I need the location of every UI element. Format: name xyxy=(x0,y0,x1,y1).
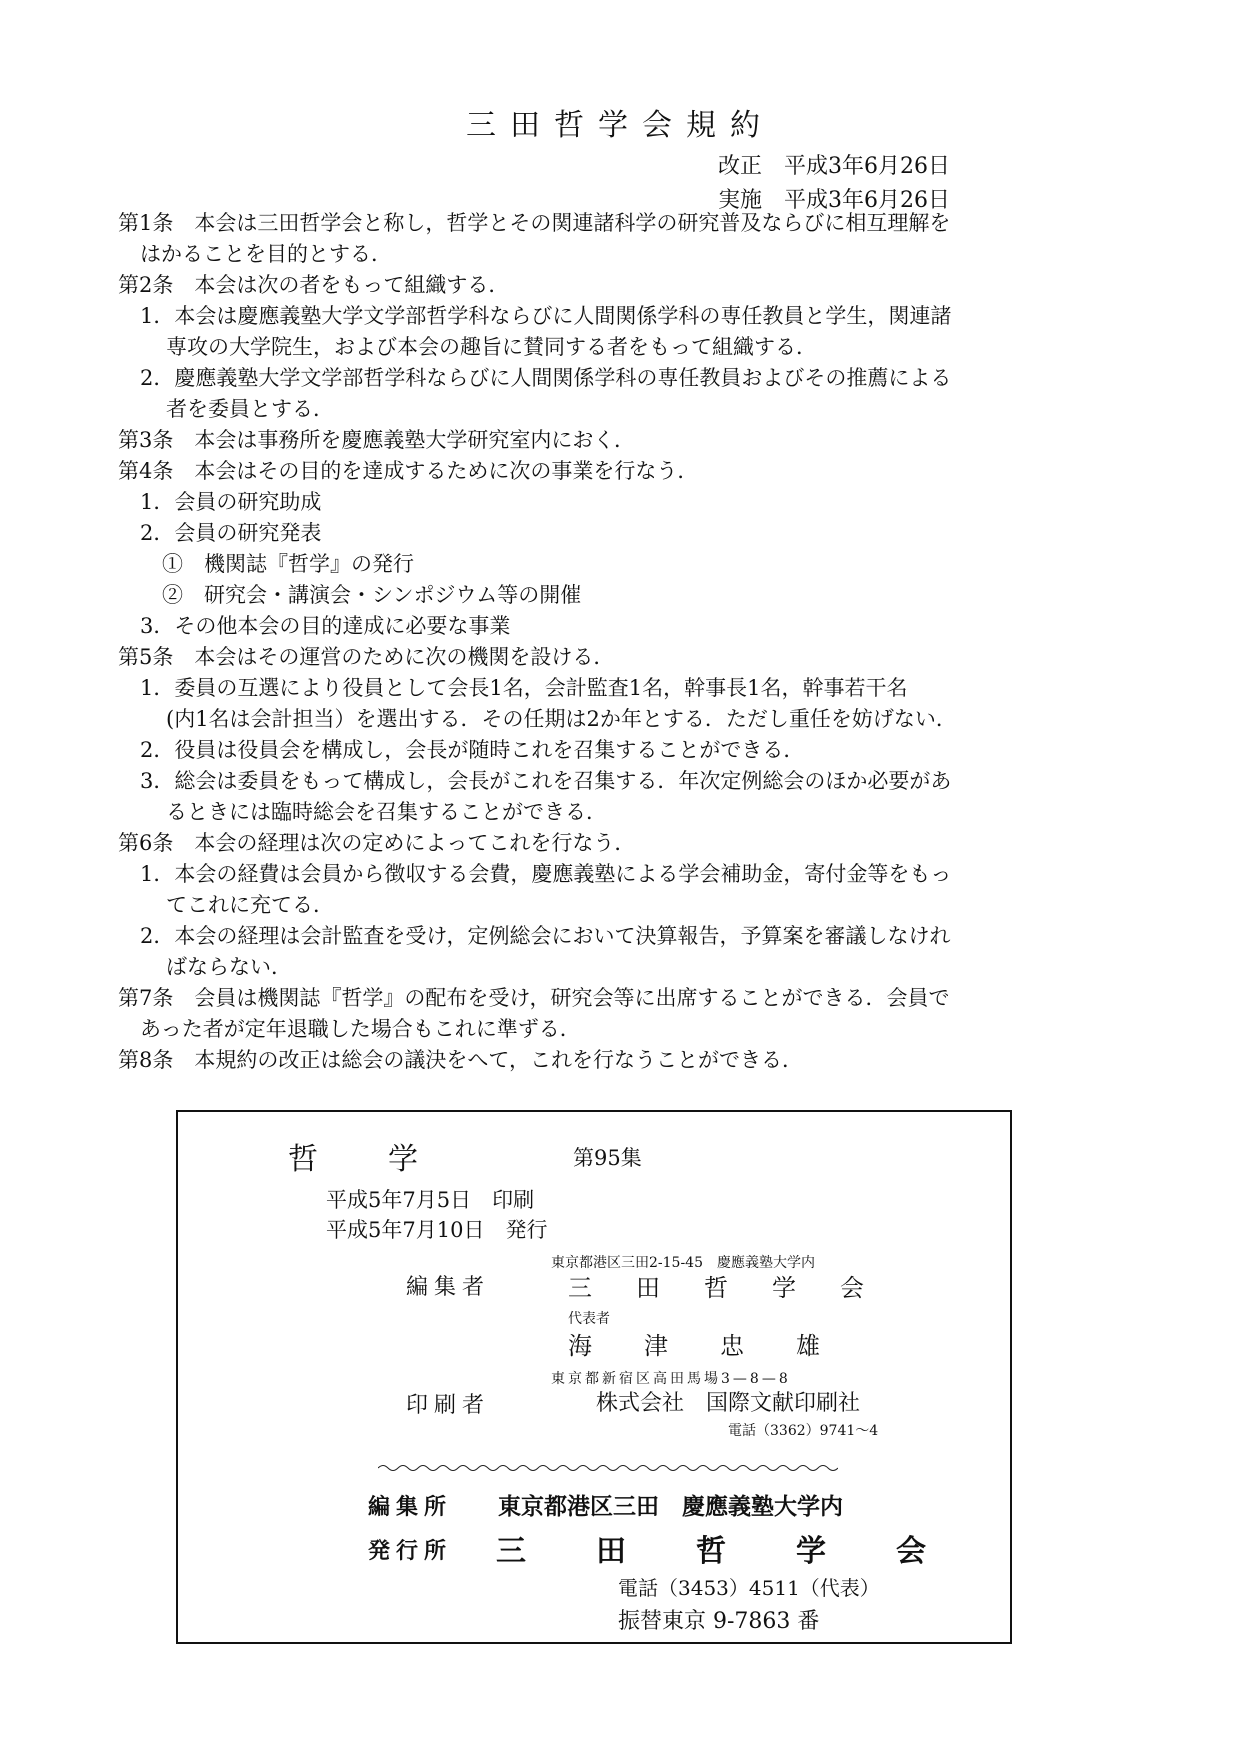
publisher-phone: 電話（3453）4511（代表） xyxy=(618,1576,880,1600)
editorial-office-address: 東京都港区三田 慶應義塾大学内 xyxy=(498,1493,843,1520)
printer-name: 株式会社 国際文献印刷社 xyxy=(596,1391,861,1416)
print-date: 平成5年7月5日 印刷 xyxy=(326,1188,535,1212)
articles-body xyxy=(118,208,1078,1076)
article-6-item-1-line-2: てこれに充てる． xyxy=(166,893,334,917)
article-3: 第3条 本会は事務所を慶應義塾大学研究室内におく． xyxy=(118,428,635,452)
article-2-item-2-line-2: 者を委員とする． xyxy=(166,397,334,421)
article-4-subitem-2: ② 研究会・講演会・シンポジウム等の開催 xyxy=(162,583,582,607)
article-1-line-2: はかることを目的とする． xyxy=(140,242,392,266)
article-2-item-2-line-1: 2．慶應義塾大学文学部哲学科ならびに人間関係学科の専任教員およびその推薦による xyxy=(140,366,952,390)
editorial-office-label: 編集所 xyxy=(368,1494,453,1520)
wavy-divider xyxy=(378,1463,838,1473)
article-5-item-1-line-1: 1．委員の互選により役員として会長1名，会計監査1名，幹事長1名，幹事若干名 xyxy=(140,676,908,700)
article-1-line-1: 第1条 本会は三田哲学会と称し，哲学とその関連諸科学の研究普及ならびに相互理解を xyxy=(118,211,951,235)
revision-date: 改正 平成3年6月26日 xyxy=(718,154,950,179)
article-5: 第5条 本会はその運営のために次の機関を設ける． xyxy=(118,645,615,669)
article-5-item-2: 2．役員は役員会を構成し，会長が随時これを召集することができる． xyxy=(140,738,805,762)
article-6-item-1-line-1: 1．本会の経費は会員から徴収する会費，慶應義塾による学会補助金，寄付金等をもっ xyxy=(140,862,952,886)
article-5-item-3-line-1: 3．総会は委員をもって構成し，会長がこれを召集する．年次定例総会のほか必要があ xyxy=(140,769,952,793)
article-4-item-1: 1．会員の研究助成 xyxy=(140,490,322,514)
issue-number: 第95集 xyxy=(573,1146,642,1170)
editor-label: 編集者 xyxy=(406,1275,491,1300)
article-7-line-2: あった者が定年退職した場合もこれに準ずる． xyxy=(140,1017,581,1041)
document-title: 三田哲学会規約 xyxy=(466,108,774,143)
printer-address: 東京都新宿区高田馬場3—8—8 xyxy=(551,1371,791,1387)
article-2: 第2条 本会は次の者をもって組織する． xyxy=(118,273,510,297)
article-4: 第4条 本会はその目的を達成するために次の事業を行なう． xyxy=(118,459,699,483)
article-4-item-2: 2．会員の研究発表 xyxy=(140,521,322,545)
article-4-subitem-1: ① 機関誌『哲学』の発行 xyxy=(162,552,414,576)
editor-name: 三 田 哲 学 会 xyxy=(568,1274,874,1302)
article-6-item-2-line-2: ばならない． xyxy=(166,955,292,979)
enforcement-date: 実施 平成3年6月26日 xyxy=(718,188,950,213)
representative-label: 代表者 xyxy=(568,1311,610,1327)
publisher-transfer-account: 振替東京 9-7863 番 xyxy=(618,1609,820,1634)
article-6: 第6条 本会の経理は次の定めによってこれを行なう． xyxy=(118,831,636,855)
article-4-item-3: 3．その他本会の目的達成に必要な事業 xyxy=(140,614,511,638)
article-6-item-2-line-1: 2．本会の経理は会計監査を受け，定例総会において決算報告，予算案を審議しなけれ xyxy=(140,924,951,948)
publish-date: 平成5年7月10日 発行 xyxy=(326,1218,548,1242)
publisher-name: 三 田 哲 学 会 xyxy=(496,1534,946,1569)
article-5-item-3-line-2: るときには臨時総会を召集することができる． xyxy=(166,800,607,824)
colophon-box xyxy=(176,1110,1012,1644)
journal-title: 哲学 xyxy=(288,1142,488,1177)
article-2-item-1-line-2: 専攻の大学院生，および本会の趣旨に賛同する者をもって組織する． xyxy=(166,335,817,359)
publisher-label: 発行所 xyxy=(368,1538,453,1564)
printer-phone: 電話（3362）9741～4 xyxy=(728,1423,879,1439)
article-5-item-1-line-2: (内1名は会計担当）を選出する．その任期は2か年とする．ただし重任を妨げない． xyxy=(166,707,957,731)
representative-name: 海 津 忠 雄 xyxy=(568,1332,834,1360)
article-7-line-1: 第7条 会員は機関誌『哲学』の配布を受け，研究会等に出席することができる．会員で xyxy=(118,986,950,1010)
printer-label: 印刷者 xyxy=(406,1393,491,1418)
article-2-item-1-line-1: 1．本会は慶應義塾大学文学部哲学科ならびに人間関係学科の専任教員と学生，関連諸 xyxy=(140,304,952,328)
editor-address: 東京都港区三田2-15-45 慶應義塾大学内 xyxy=(551,1255,815,1271)
article-8: 第8条 本規約の改正は総会の議決をへて，これを行なうことができる． xyxy=(118,1048,803,1072)
